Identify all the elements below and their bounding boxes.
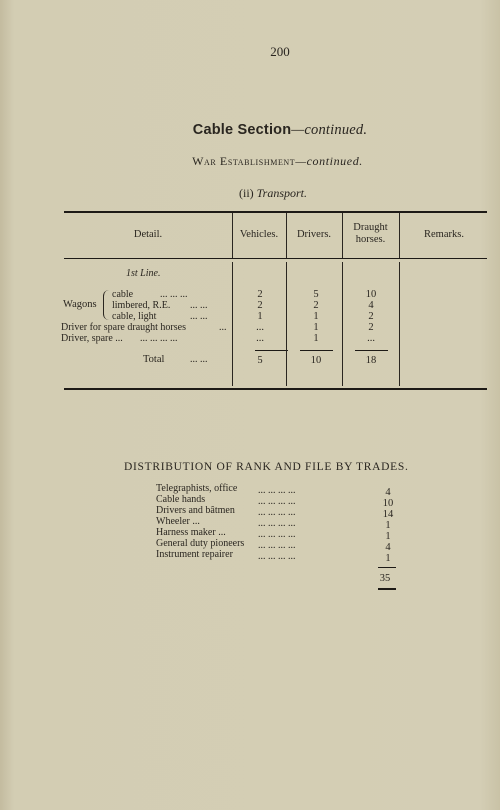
horses-sum-rule: [355, 350, 388, 351]
page-number: 200: [270, 44, 290, 59]
row-vehicles: ...: [256, 333, 264, 344]
row-detail: cable, light: [112, 311, 157, 322]
total-horses: 18: [365, 355, 377, 366]
row-dots: ...: [219, 322, 227, 333]
trade-name: Instrument repairer: [156, 549, 233, 560]
distribution-title: DISTRIBUTION OF RANK AND FILE BY TRADES.: [124, 461, 409, 473]
col-divider-2: [286, 262, 287, 386]
row-drivers: 1: [313, 333, 319, 344]
trade-count: 1: [385, 520, 391, 531]
wagons-brace: [103, 290, 111, 320]
distribution-total-rule: [378, 588, 396, 590]
trade-dots: ... ... ... ...: [258, 518, 296, 529]
line-label: 1st Line.: [126, 268, 161, 279]
subtitle-main: War Establishment: [192, 154, 296, 168]
trade-dots: ... ... ... ...: [258, 496, 296, 507]
section-heading: [0, 186, 500, 201]
distribution-sum-rule: [378, 567, 396, 568]
trade-count: 14: [382, 509, 394, 520]
title-continued: —continued.: [291, 122, 368, 138]
col-divider-3: [342, 262, 343, 386]
page-subtitle: [0, 154, 500, 169]
trade-count: 4: [385, 487, 391, 498]
col-divider-1: [232, 262, 233, 386]
row-vehicles: ...: [256, 322, 264, 333]
row-vehicles: 2: [257, 300, 263, 311]
vehicles-sum-rule: [255, 350, 288, 351]
row-horses: 2: [368, 322, 374, 333]
subtitle-continued: —continued.: [295, 154, 363, 168]
header-remarks: Remarks.: [424, 229, 464, 240]
trade-count: 10: [382, 498, 394, 509]
row-detail: Driver for spare draught horses: [61, 322, 186, 333]
total-dots: ... ...: [190, 354, 208, 365]
wagons-label: Wagons: [63, 299, 97, 310]
trade-name: Wheeler ...: [156, 516, 200, 527]
col-divider-4: [399, 262, 400, 386]
row-dots: ... ...: [190, 311, 208, 322]
row-horses: ...: [367, 333, 375, 344]
row-detail: cable: [112, 289, 134, 300]
table-header-rule: [64, 258, 487, 259]
trade-name: Drivers and bâtmen: [156, 505, 235, 516]
table-top-rule: [64, 211, 487, 213]
row-dots: ... ... ... ...: [140, 333, 178, 344]
trade-dots: ... ... ... ...: [258, 529, 296, 540]
header-draught-2: horses.: [355, 234, 386, 245]
trade-dots: ... ... ... ...: [258, 551, 296, 562]
trade-dots: ... ... ... ...: [258, 485, 296, 496]
total-vehicles: 5: [257, 355, 263, 366]
row-drivers: 5: [313, 289, 319, 300]
row-dots: ... ... ...: [160, 289, 188, 300]
trade-name: Harness maker ...: [156, 527, 226, 538]
table-bottom-rule: [64, 388, 487, 390]
page-title: [0, 122, 500, 139]
drivers-sum-rule: [300, 350, 333, 351]
row-vehicles: 2: [257, 289, 263, 300]
header-drivers: Drivers.: [296, 229, 332, 240]
row-drivers: 1: [313, 322, 319, 333]
row-drivers: 1: [313, 311, 319, 322]
row-vehicles: 1: [257, 311, 263, 322]
trade-name: Telegraphists, office: [156, 483, 238, 494]
trade-name: General duty pioneers: [156, 538, 245, 549]
title-main: Cable Section: [192, 122, 292, 138]
row-detail: limbered, R.E.: [112, 300, 171, 311]
trade-count: 1: [385, 553, 391, 564]
trade-count: 1: [385, 531, 391, 542]
row-dots: ... ...: [190, 300, 208, 311]
trade-name: Cable hands: [156, 494, 206, 505]
row-horses: 10: [365, 289, 377, 300]
row-detail: Driver, spare ...: [61, 333, 123, 344]
distribution-total: 35: [379, 573, 391, 584]
total-drivers: 10: [310, 355, 322, 366]
section-prefix: (ii): [238, 186, 257, 200]
total-label: Total: [143, 354, 165, 365]
trade-dots: ... ... ... ...: [258, 540, 296, 551]
row-horses: 2: [368, 311, 374, 322]
trade-count: 4: [385, 542, 391, 553]
header-detail: Detail.: [133, 229, 163, 240]
row-horses: 4: [368, 300, 374, 311]
header-vehicles: Vehicles.: [239, 229, 279, 240]
trade-dots: ... ... ... ...: [258, 507, 296, 518]
header-draught-1: Draught: [353, 222, 388, 233]
row-drivers: 2: [313, 300, 319, 311]
section-label: Transport.: [256, 186, 308, 200]
